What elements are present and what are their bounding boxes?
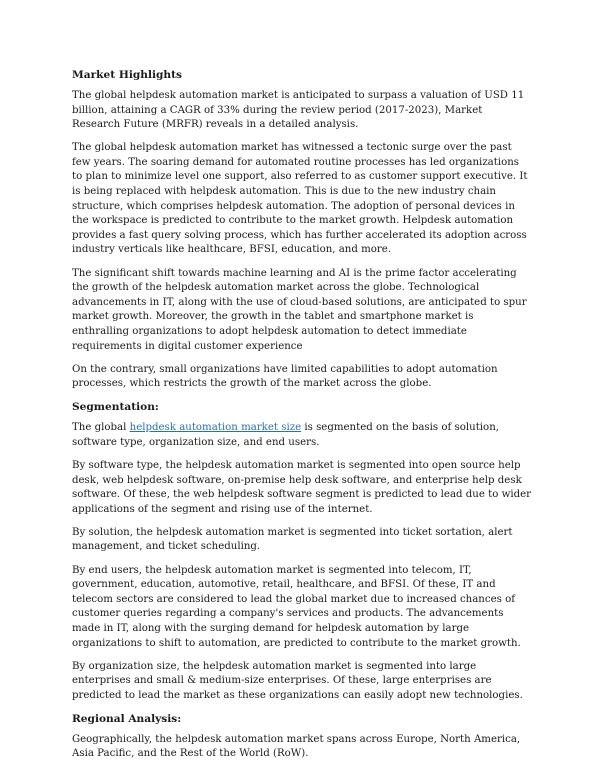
section-heading-market-highlights: Market Highlights xyxy=(72,69,182,81)
paragraph: By end users, the helpdesk automation market is segmented into telecom, IT, government, education, automotive, retail, healthcare, and BFSI. Of these, IT and telecom sectors are considered to lead the global market due to increased chances of customer queries regarding a company's services and products. The advancements made in IT, along with the surging demand for helpdesk automation by large organizations to shift to automation, are predicted to contribute to the market growth. xyxy=(72,564,521,649)
paragraph: By organization size, the helpdesk automation market is segmented into large enterprises and small & medium-size enterprises. Of these, large enterprises are predicted to lead the market as these organizations can easily adopt new technologies. xyxy=(72,660,523,701)
market-size-link[interactable]: helpdesk automation market size xyxy=(129,422,302,434)
paragraph: The significant shift towards machine learning and AI is the prime factor accelerating the growth of the helpdesk automation market across the globe. Technological advancements in IT, along with the use of cloud-based solutions, are anticipated to spur market growth. Moreover, the growth in the tablet and smartphone market is enthralling organizations to adopt helpdesk automation to detect immediate requirements in digital customer experience xyxy=(72,267,527,352)
section-heading-segmentation: Segmentation: xyxy=(72,401,159,414)
paragraph xyxy=(72,421,532,450)
paragraph: On the contrary, small organizations have limited capabilities to adopt automation processes, which restricts the growth of the market across the globe. xyxy=(72,363,498,390)
document-page xyxy=(72,68,532,771)
paragraph: The global helpdesk automation market is anticipated to surpass a valuation of USD 11 billion, attaining a CAGR of 33% during the review period (2017-2023), Market Research Future (MRFR) reveals in a detailed analysis. xyxy=(72,90,525,131)
text-run: The global xyxy=(72,422,130,434)
section-heading-regional-analysis: Regional Analysis: xyxy=(72,712,182,725)
text-run: is segmented on the basis of solution, software type, organization size, and end users. xyxy=(72,422,499,448)
paragraph: By software type, the helpdesk automation market is segmented into open source help desk, web helpdesk software, on-premise help desk software, and enterprise help desk software. Of these, the web helpdesk software segment is predicted to lead due to wider applications of the segment and rising use of the internet. xyxy=(72,459,531,515)
paragraph: Geographically, the helpdesk automation market spans across Europe, North America, Asia Pacific, and the Rest of the World (RoW). xyxy=(72,733,521,760)
paragraph: By solution, the helpdesk automation market is segmented into ticket sortation, alert management, and ticket scheduling. xyxy=(72,526,513,553)
paragraph: The global helpdesk automation market has witnessed a tectonic surge over the past few years. The soaring demand for automated routine processes has led organizations to plan to minimize level one support, also referred to as customer support executive. It is being replaced with helpdesk automation. This is due to the new industry chain structure, which comprises helpdesk automation. The adoption of personal devices in the workspace is predicted to contribute to the market growth. Helpdesk automation provides a fast query solving process, which has further accelerated its adoption across industry verticals like healthcare, BFSI, education, and more. xyxy=(72,142,528,256)
